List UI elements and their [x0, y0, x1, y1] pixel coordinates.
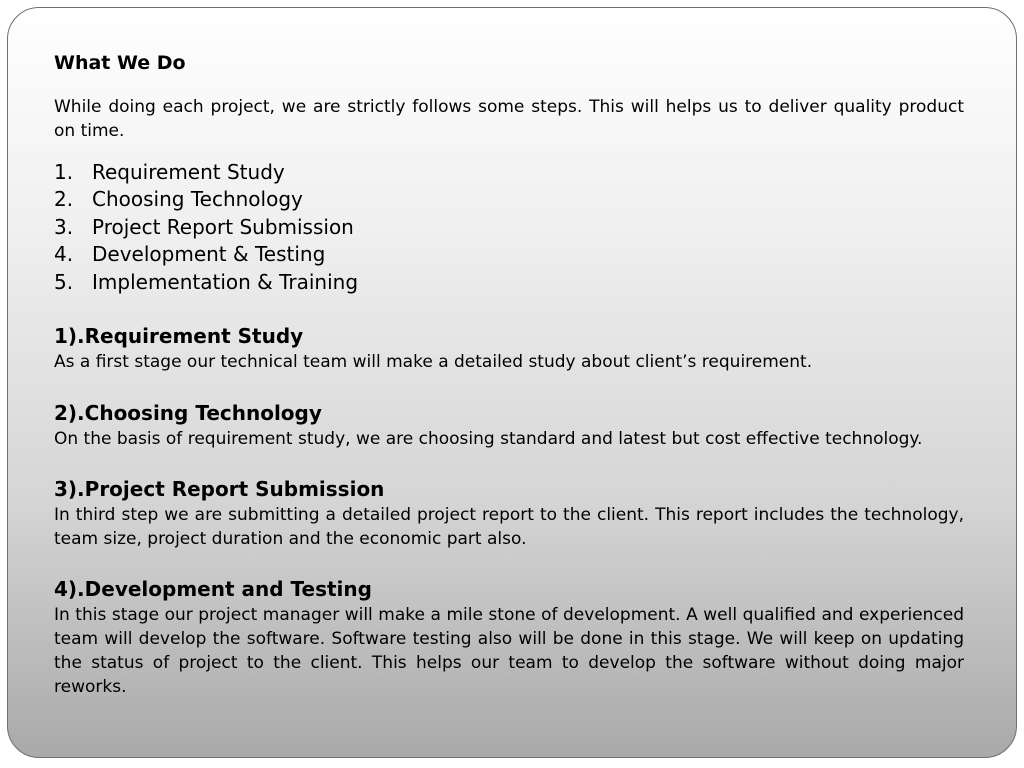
steps-list-item [54, 241, 964, 268]
step-label: Development & Testing [92, 242, 326, 267]
slide-content [54, 48, 964, 699]
step-number: 5. [54, 269, 74, 294]
intro-paragraph: While doing each project, we are strictly follows some steps. This will helps us to deliver quality product on time. [54, 97, 964, 141]
step-number: 2. [54, 187, 74, 212]
section-body: On the basis of requirement study, we are choosing standard and latest but cost effective technology. [54, 429, 923, 450]
section-body: As a first stage our technical team will make a detailed study about client’s requirement. [54, 352, 813, 373]
step-number: 4. [54, 242, 74, 267]
section-title: 3).Project Report Submission [54, 477, 385, 502]
step-number: 3. [54, 214, 74, 239]
section-title: 4).Development and Testing [54, 577, 372, 602]
steps-list-item [54, 186, 964, 213]
section-body: In third step we are submitting a detailed project report to the client. This report includes the technology, team size, project duration and the economic part also. [54, 505, 964, 550]
step-label: Choosing Technology [92, 187, 303, 212]
section-body: In this stage our project manager will make a mile stone of development. A well qualified and experienced team will develop the software. Software testing also will be done in this stage. We will keep on updating the status of project to the client. This helps our team to develop the software without doing major reworks. [54, 605, 964, 698]
step-number: 1. [54, 160, 74, 184]
steps-list-item [54, 269, 964, 296]
section-choosing-technology [54, 400, 964, 451]
steps-list-item [54, 214, 964, 241]
step-label: Implementation & Training [92, 269, 359, 294]
section-project-report-submission [54, 476, 964, 551]
steps-list [54, 159, 964, 296]
step-label: Requirement Study [92, 160, 285, 184]
page-title: What We Do [54, 52, 186, 74]
section-development-and-testing [54, 576, 964, 699]
steps-list-item [54, 159, 964, 186]
section-title: 2).Choosing Technology [54, 401, 322, 426]
step-label: Project Report Submission [92, 214, 354, 239]
slide-frame [7, 7, 1017, 758]
section-requirement-study [54, 323, 964, 374]
section-title: 1).Requirement Study [54, 324, 304, 349]
